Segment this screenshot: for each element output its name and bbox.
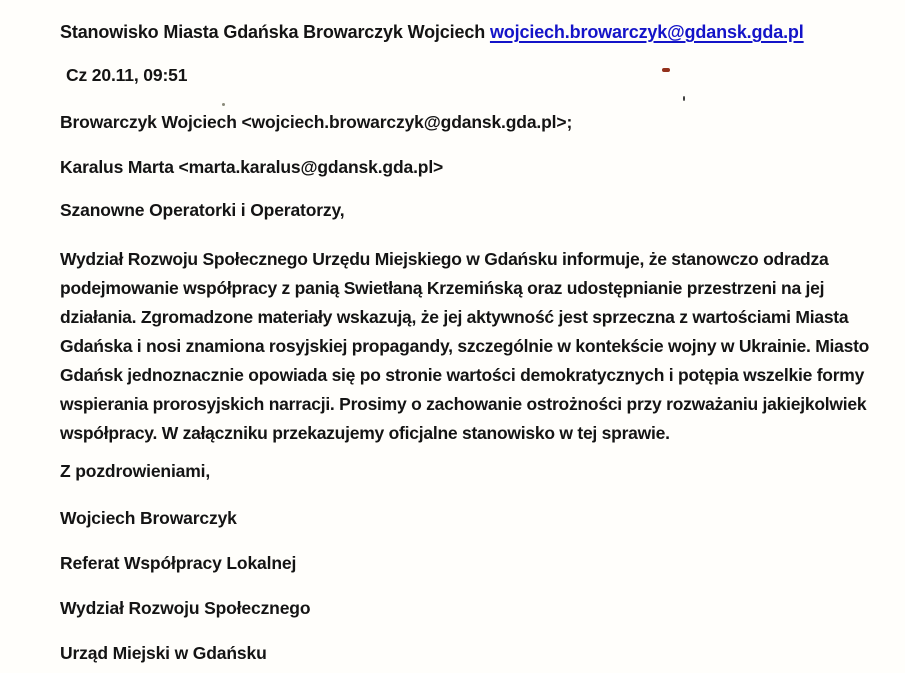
scan-artifact-speck xyxy=(683,96,685,101)
body-text-line: Gdańsk jednoznacznie opowiada się po stronie wartości demokratycznych i potępia wszelkie formy xyxy=(60,365,865,385)
body-text-line: podejmowanie współpracy z panią Swietłaną Krzemińską oraz udostępnianie przestrzeni na jej xyxy=(60,278,825,298)
recipient-line: Karalus Marta <marta.karalus@gdansk.gda.pl> xyxy=(60,157,444,177)
salutation: Szanowne Operatorki i Operatorzy, xyxy=(60,200,345,220)
signature-name: Wojciech Browarczyk xyxy=(60,508,237,528)
sender-email-link[interactable]: wojciech.browarczyk@gdansk.gda.pl xyxy=(489,22,804,42)
signature-unit: Referat Współpracy Lokalnej xyxy=(60,553,297,573)
body-text-line: Gdańska i nosi znamiona rosyjskiej propagandy, szczególnie w kontekście wojny w Ukrainie. Miasto xyxy=(60,336,870,356)
body-text-line: działania. Zgromadzone materiały wskazują, że jej aktywność jest sprzeczna z wartościami Miasta xyxy=(60,307,849,327)
body-text-line: wspierania prorosyjskich narracji. Prosimy o zachowanie ostrożności przy rozważaniu jakiejkolwiek xyxy=(60,394,867,414)
scan-artifact-speck xyxy=(222,103,225,106)
body-text-line: Wydział Rozwoju Społecznego Urzędu Miejskiego w Gdańsku informuje, że stanowczo odradza xyxy=(60,249,829,269)
signature-organization: Urząd Miejski w Gdańsku xyxy=(60,643,267,663)
recipient-line: Browarczyk Wojciech <wojciech.browarczyk@gdansk.gda.pl>; xyxy=(60,112,573,132)
closing: Z pozdrowieniami, xyxy=(60,461,211,481)
email-body-paragraph xyxy=(60,245,870,448)
subject-line xyxy=(60,22,857,42)
body-text-line: współpracy. W załączniku przekazujemy oficjalne stanowisko w tej sprawie. xyxy=(60,423,670,443)
timestamp: Cz 20.11, 09:51 xyxy=(66,65,188,85)
subject-text: Stanowisko Miasta Gdańska Browarczyk Wojciech xyxy=(60,22,486,42)
signature-department: Wydział Rozwoju Społecznego xyxy=(60,598,311,618)
